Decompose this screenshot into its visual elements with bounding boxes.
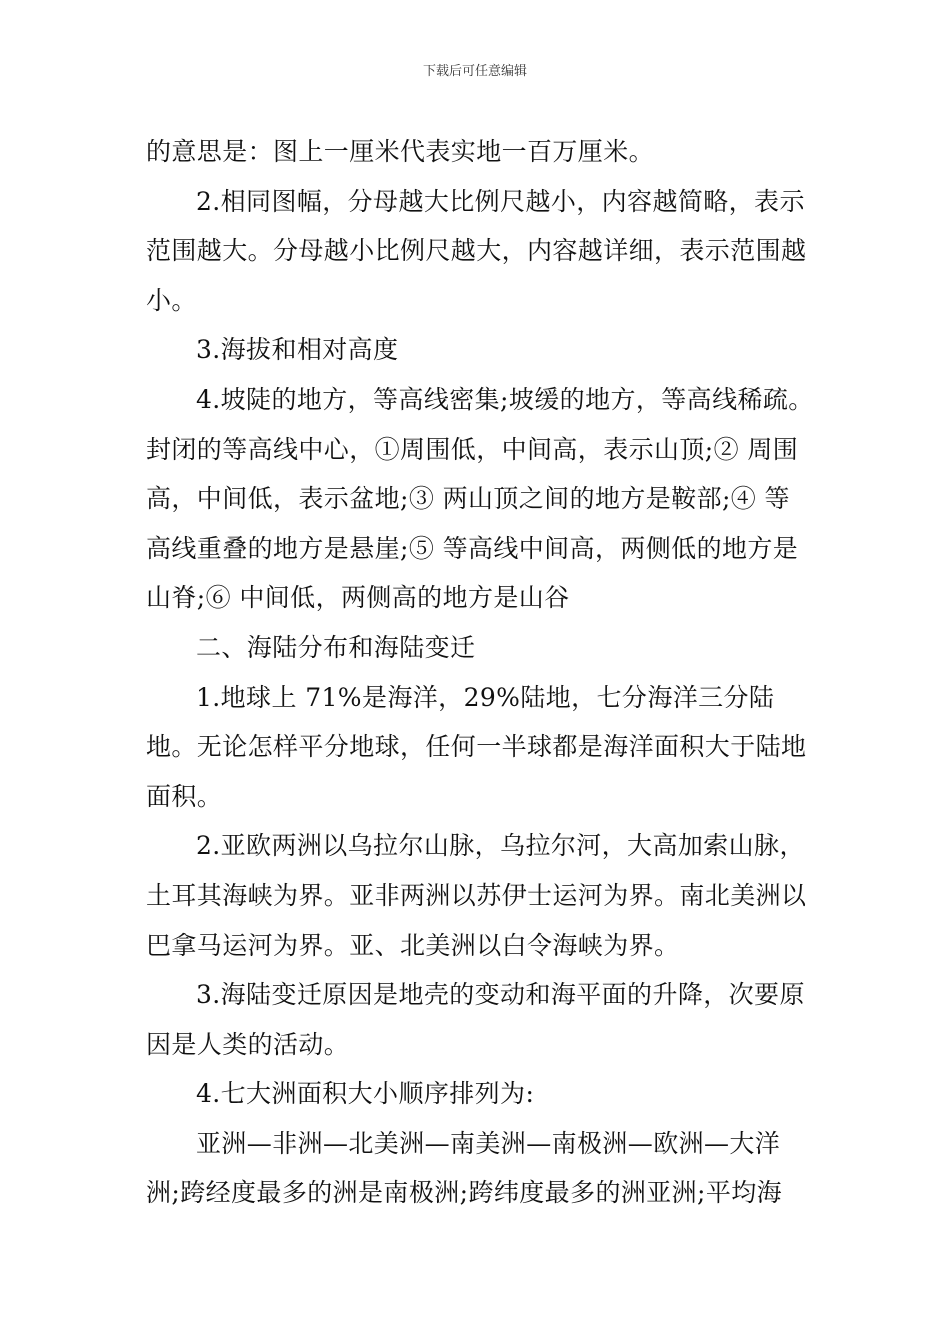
section-heading-land-sea: 二、海陆分布和海陆变迁 (196, 632, 476, 662)
paragraph-ocean-percentage: 1.地球上 71%是海洋，29%陆地，七分海洋三分陆地。无论怎样平分地球，任何一半球都是海洋面积大于陆地面积。 (146, 682, 807, 811)
paragraph-altitude: 3.海拔和相对高度 (196, 335, 399, 365)
paragraph-scale-meaning: 的意思是：图上一厘米代表实地一百万厘米。 (146, 137, 655, 166)
paragraph-continent-boundaries: 2.亚欧两洲以乌拉尔山脉，乌拉尔河，大高加索山脉，土耳其海峡为界。亚非两洲以苏伊士运河为界。南北美洲以巴拿马运河为界。亚、北美洲以白令海峡为界。 (146, 831, 807, 960)
document-body (146, 127, 814, 1218)
paragraph-scale-comparison: 2.相同图幅，分母越大比例尺越小，内容越简略，表示范围越大。分母越小比例尺越大，内容越详细，表示范围越小。 (146, 186, 807, 315)
paragraph-continent-order: 亚洲—非洲—北美洲—南美洲—南极洲—欧洲—大洋洲;跨经度最多的洲是南极洲;跨纬度最多的洲亚洲;平均海 (146, 1128, 783, 1208)
paragraph-contour-lines: 4.坡陡的地方，等高线密集;坡缓的地方，等高线稀疏。封闭的等高线中心，①周围低，中间高，表示山顶;② 周围高，中间低，表示盆地;③ 两山顶之间的地方是鞍部;④ 等高线重叠的地方是悬崖;⑤ 等高线中间高，两侧低的地方是山脊;⑥ 中间低，两侧高的地方是山谷 (146, 384, 814, 613)
paragraph-continent-order-title: 4.七大洲面积大小顺序排列为: (196, 1079, 535, 1109)
paragraph-land-sea-change: 3.海陆变迁原因是地壳的变动和海平面的升降，次要原因是人类的活动。 (146, 980, 805, 1059)
page-header: 下载后可任意编辑 (422, 64, 527, 79)
